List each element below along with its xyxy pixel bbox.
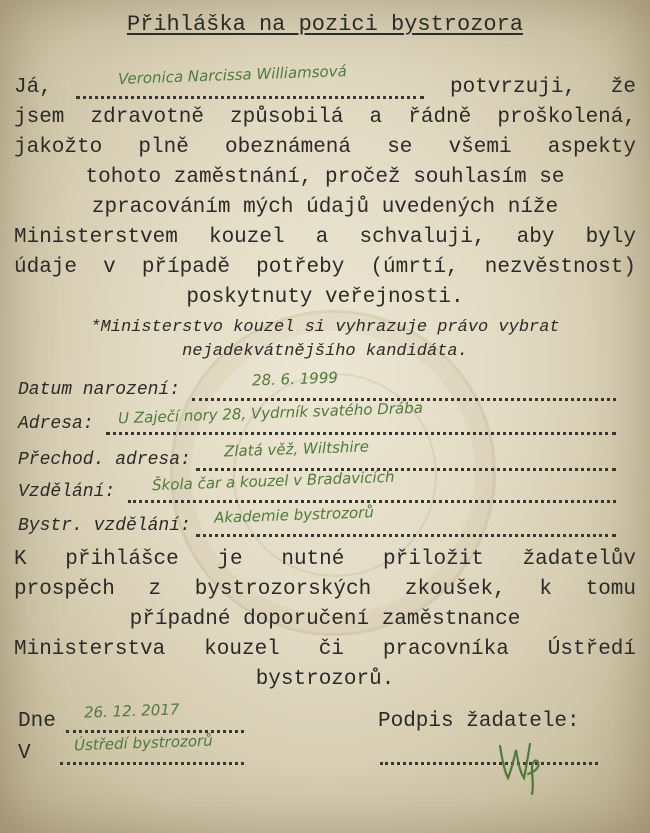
temp-address-label: Přechod. adresa: [18,450,191,470]
place-label: V [18,742,31,765]
intro-line-7: poskytnuty veřejnosti. [186,286,464,309]
address-value: U Zaječí nory 28, Vydrník svatého Drába [117,398,424,428]
temp-address-dotted-line [196,468,616,471]
signature-dotted-line [380,762,598,765]
applicant-name: Veronica Narcissa Williamsová [117,62,348,88]
date-label: Dne [18,710,56,733]
intro-line-2: jakožto plně obeznámená se všemi aspekty [14,136,636,159]
auror-education-value: Akademie bystrozorů [213,503,375,527]
address-label: Adresa: [18,414,94,434]
handwritten-signature [492,728,562,798]
closing-line-3: případné doporučení zaměstnance [129,608,521,631]
intro-suffix: potvrzuji, že [450,76,636,99]
closing-line-4: Ministerstva kouzel či pracovníka Ústředí [14,638,636,661]
intro-prefix: Já, [14,76,52,99]
name-dotted-line [76,96,424,99]
intro-line-3: tohoto zaměstnání, pročež souhlasím se [85,166,565,189]
date-value: 26. 12. 2017 [83,700,180,722]
note-line-1: *Ministerstvo kouzel si vyhrazuje právo vybrat [90,318,560,337]
form-title: Přihláška na pozici bystrozora [126,12,524,37]
note-line-2: nejadekvátnějšího kandidáta. [182,342,468,361]
auror-education-label: Bystr. vzdělání: [18,516,191,536]
birthdate-label: Datum narození: [18,380,181,400]
intro-line-1: jsem zdravotně způsobilá a řádně proškolená, [14,106,636,129]
closing-line-5: bystrozorů. [255,668,395,691]
date-dotted-line [66,730,244,733]
address-dotted-line [106,432,616,435]
place-value: Ústředí bystrozorů [73,731,213,755]
place-dotted-line [60,762,244,765]
closing-line-1: K přihlášce je nutné přiložit žadatelův [14,548,636,571]
signature-label: Podpis žadatele: [378,710,580,733]
education-value: Škola čar a kouzel v Bradavicích [151,467,395,495]
intro-line-4: zpracováním mých údajů uvedených níže [91,196,559,219]
intro-line-5: Ministerstvem kouzel a schvaluji, aby byly [14,226,636,249]
closing-line-2: prospěch z bystrozorských zkoušek, k tomu [14,578,636,601]
education-label: Vzdělání: [18,482,116,502]
temp-address-value: Zlatá věž, Wiltshire [223,437,370,461]
intro-line-6: údaje v případě potřeby (úmrtí, nezvěstnost) [14,256,636,279]
birthdate-value: 28. 6. 1999 [251,368,339,390]
auror-education-dotted-line [196,534,616,537]
